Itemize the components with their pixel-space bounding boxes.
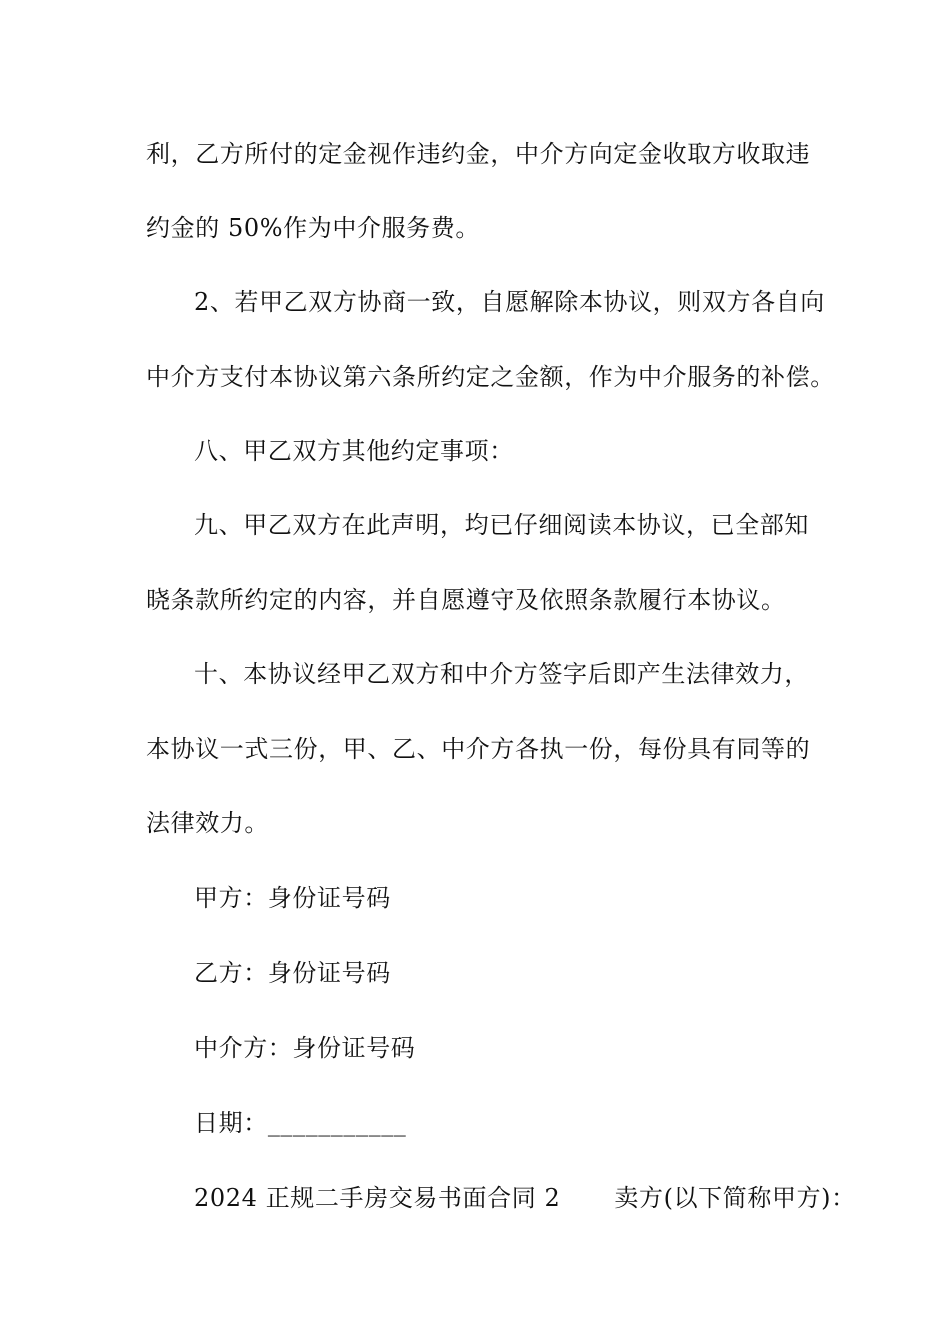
- paragraph-line: 九、甲乙双方在此声明，均已仔细阅读本协议，已全部知: [194, 511, 809, 539]
- paragraph-line: 2、若甲乙双方协商一致，自愿解除本协议，则双方各自向: [194, 288, 825, 316]
- section-heading: 八、甲乙双方其他约定事项：: [194, 437, 514, 465]
- paragraph-line: 约金的 50%作为中介服务费。: [146, 214, 480, 242]
- date-label: 日期：: [194, 1109, 268, 1137]
- agent-signature: 中介方：身份证号码: [194, 1034, 416, 1062]
- party-b-signature: 乙方：身份证号码: [194, 959, 391, 987]
- paragraph-line: 十、本协议经甲乙双方和中介方签字后即产生法律效力，: [194, 660, 809, 688]
- next-contract-heading: [194, 1183, 856, 1213]
- next-contract-title: 2024 正规二手房交易书面合同 2: [194, 1184, 561, 1212]
- paragraph-line: 本协议一式三份，甲、乙、中介方各执一份，每份具有同等的: [146, 735, 811, 763]
- seller-label: 卖方(以下简称甲方)：: [614, 1184, 856, 1212]
- date-line: [194, 1108, 406, 1138]
- paragraph-line: 法律效力。: [146, 809, 269, 837]
- paragraph-line: 中介方支付本协议第六条所约定之金额，作为中介服务的补偿。: [146, 363, 835, 391]
- paragraph-line: 利，乙方所付的定金视作违约金，中介方向定金收取方收取违: [146, 140, 811, 168]
- date-blank: ___________: [267, 1109, 407, 1137]
- party-a-signature: 甲方：身份证号码: [194, 884, 391, 912]
- paragraph-line: 晓条款所约定的内容，并自愿遵守及依照条款履行本协议。: [146, 586, 786, 614]
